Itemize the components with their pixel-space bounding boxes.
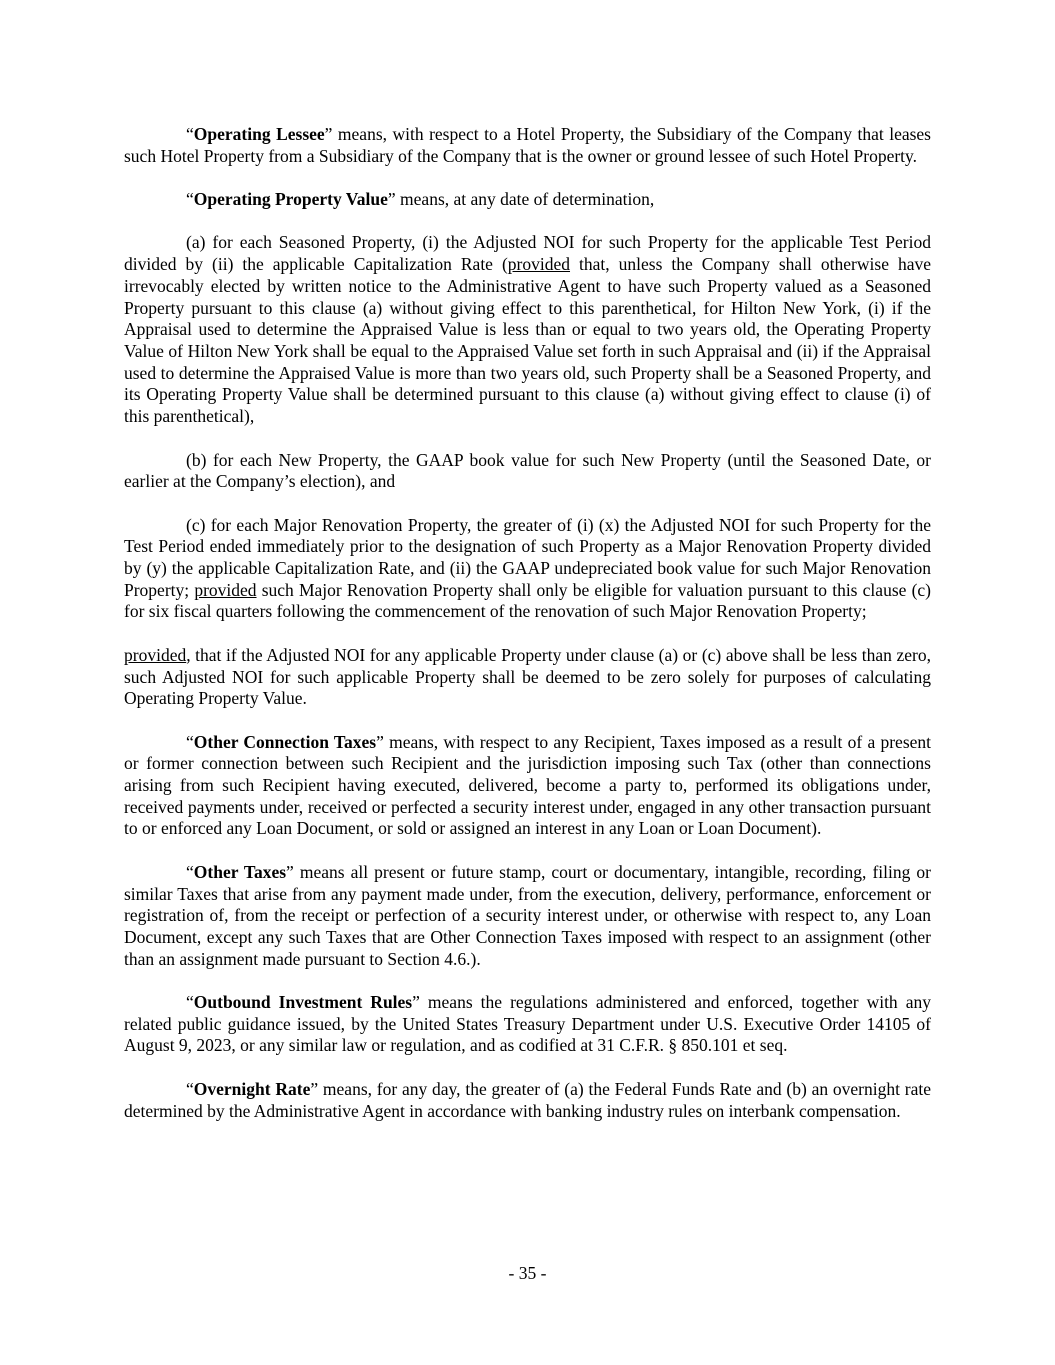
provided-underline: provided — [507, 254, 571, 275]
definition-text: ” means all present or future stamp, court or documentary, intangible, recording, filing or similar Taxes that arise from any payment made under, from the execution, delivery, performance, enforcement or registration of, from the receipt or perfection of a security interest under, or otherwise with respect to, any Loan Document, except any such Taxes that are Other Connection Taxes imposed with respect to an assignment (other than an assignment made pursuant to Section 4.6.). — [124, 861, 931, 969]
definition-operating-lessee — [124, 124, 931, 167]
defined-term: Other Connection Taxes — [193, 731, 377, 752]
open-quote: “ — [186, 992, 194, 1012]
defined-term: Outbound Investment Rules — [193, 992, 413, 1012]
definition-other-connection-taxes — [124, 732, 931, 841]
provided-underline: provided — [194, 579, 257, 600]
definition-text: ” means, for any day, the greater of (a) the Federal Funds Rate and (b) an overnight rate determined by the Administrative Agent in accordance with banking industry rules on interbank compensation. — [124, 1078, 931, 1121]
definition-text: ” means, with respect to a Hotel Property, the Subsidiary of the Company that leases such Hotel Property from a Subsidiary of the Company that is the owner or ground lessee of such Hotel Property. — [124, 124, 931, 166]
clause-text: (c) for each Major Renovation Property, the greater of (i) (x) the Adjusted NOI for such Property for the Test Period ended immediately prior to the designation of such Property as a Major Renovation Property divided by (y) the applicable Capitalization Rate, and (ii) the GAAP undepreciated book value for such Major Renovation Property; — [124, 514, 931, 600]
definition-outbound-investment-rules — [124, 992, 931, 1057]
definition-text: ” means the regulations administered and enforced, together with any related public guidance issued, by the United States Treasury Department under U.S. Executive Order 14105 of August 9, 2023, or any similar law or regulation, and as codified at 31 C.F.R. § 850.101 et seq. — [124, 992, 931, 1056]
definition-text: ” means, at any date of determination, — [387, 189, 655, 210]
proviso-text: , that if the Adjusted NOI for any applicable Property under clause (a) or (c) above shall be less than zero, such Adjusted NOI for such applicable Property shall be deemed to be zero solely for purposes of calculating Operating Property Value. — [124, 644, 931, 709]
definition-operating-property-value — [124, 189, 931, 211]
clause-text: that, unless the Company shall otherwise have irrevocably elected by written notice to the Administrative Agent to have such Property valued as a Seasoned Property pursuant to this clause (a) without giving effect to this parenthetical, for Hilton New York, (i) if the Appraisal used to determine the Appraised Value is less than or equal to two years old, the Operating Property Value of Hilton New York shall be equal to the Appraised Value set forth in such Appraisal and (ii) if the Appraisal used to determine the Appraised Value is more than two years old, such Property shall be a Seasoned Property, and its Operating Property Value shall be determined pursuant to this clause (a) without giving effect to clause (i) of this parenthetical), — [124, 254, 932, 427]
clause-b — [124, 450, 931, 493]
open-quote: “ — [186, 124, 194, 144]
defined-term: Operating Lessee — [193, 124, 325, 144]
clause-text: (a) for each Seasoned Property, (i) the Adjusted NOI for such Property for the applicable Test Period divided by (ii) the applicable Capitalization Rate ( — [124, 232, 931, 275]
clause-a — [124, 232, 931, 427]
open-quote: “ — [186, 1078, 194, 1099]
definition-other-taxes — [124, 862, 931, 971]
clause-text: (b) for each New Property, the GAAP book value for such New Property (until the Seasoned Date, or earlier at the Company’s election), and — [124, 449, 931, 492]
definition-text: ” means, with respect to any Recipient, Taxes imposed as a result of a present or former connection between such Recipient and the jurisdiction imposing such Tax (other than connections arising from such Recipient having executed, delivered, become a party to, performed its obligations under, received payments under, received or perfected a security interest under, engaged in any other transaction pursuant to or enforced any Loan Document, or sold or assigned an interest in any Loan or Loan Document). — [124, 731, 932, 839]
definition-overnight-rate — [124, 1079, 931, 1122]
clause-text: such Major Renovation Property shall only be eligible for valuation pursuant to this clause (c) for six fiscal quarters following the commencement of the renovation of such Major Renovation Property; — [124, 579, 931, 622]
defined-term: Overnight Rate — [193, 1078, 311, 1099]
proviso — [124, 645, 931, 710]
provided-underline: provided — [124, 644, 187, 665]
open-quote: “ — [186, 731, 194, 752]
defined-term: Operating Property Value — [193, 189, 388, 210]
open-quote: “ — [186, 861, 194, 882]
defined-term: Other Taxes — [193, 861, 287, 882]
page-number: - 35 - — [508, 1263, 547, 1283]
document-page — [124, 124, 931, 1144]
clause-c — [124, 515, 931, 624]
open-quote: “ — [186, 189, 194, 210]
